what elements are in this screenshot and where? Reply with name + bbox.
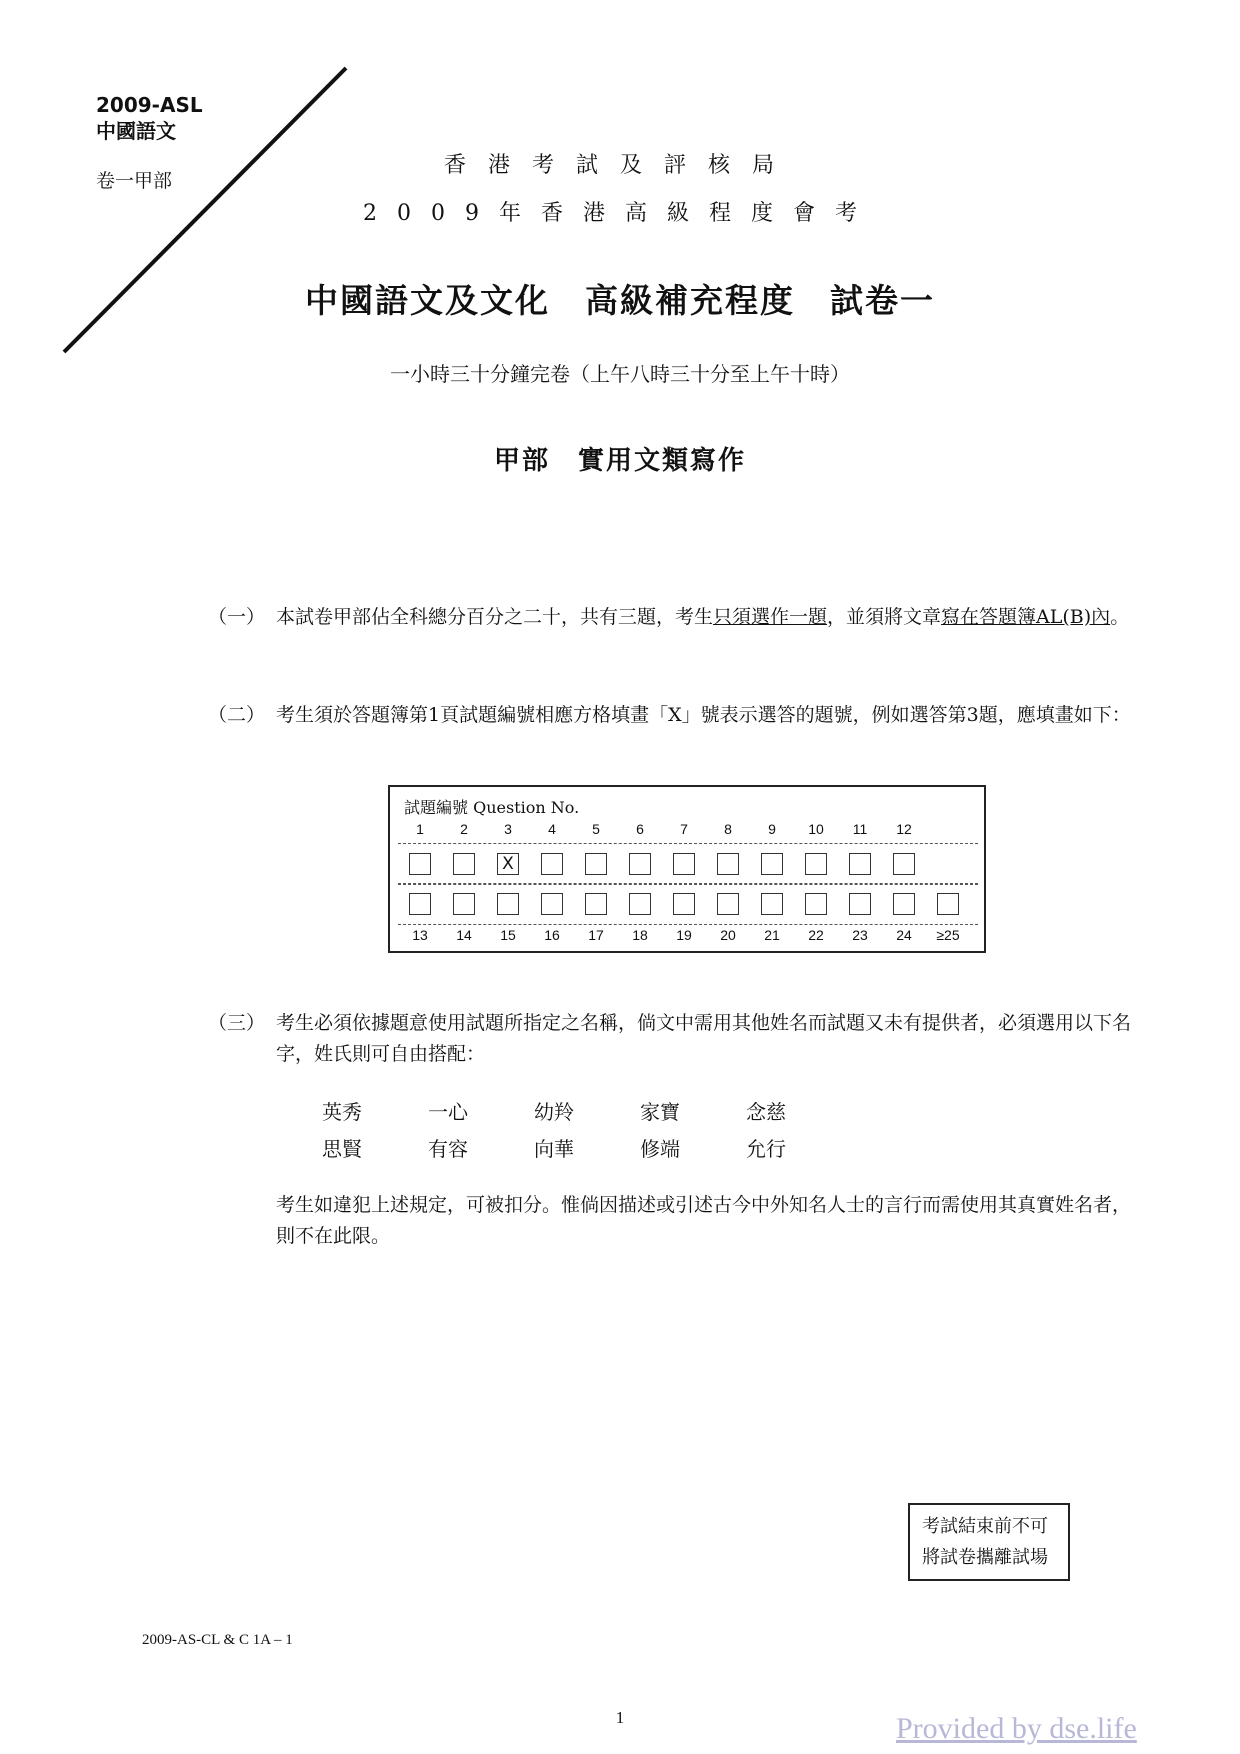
paper-subject: 中國語文 [96,119,176,143]
answer-boxes-top [398,843,978,885]
instruction-text: 。 [1110,606,1130,628]
question-number: 1 [416,821,424,837]
question-number: 16 [544,927,560,943]
notice-line: 考試結束前不可 [922,1516,1048,1537]
name-item: 允行 [746,1137,786,1161]
question-number: 6 [636,821,644,837]
footer-paper-code: 2009-AS-CL & C 1A – 1 [142,1632,293,1648]
answer-square [497,893,519,915]
question-number: 9 [768,821,776,837]
name-item: 思賢 [322,1137,362,1161]
answer-square [541,893,563,915]
answer-square [673,893,695,915]
question-number: 17 [588,927,604,943]
names-list [322,1096,852,1162]
question-number-example-box [388,785,986,953]
instruction-emphasis: 寫在答題簿AL(B)內 [941,606,1111,628]
answer-square [453,853,475,875]
instruction-3 [208,1008,1138,1070]
section-title: 甲部 實用文類寫作 [493,446,746,476]
page-number: 1 [615,1708,625,1727]
question-number: 21 [764,927,780,943]
source-watermark: Provided by dse.life [896,1712,1137,1745]
answer-square [893,853,915,875]
answer-square [717,853,739,875]
answer-square [453,893,475,915]
paper-section-label: 卷一甲部 [96,170,173,192]
exam-duration: 一小時三十分鐘完卷（上午八時三十分至上午十時） [390,362,850,386]
answer-square [629,853,651,875]
instruction-1 [208,602,1138,633]
instruction-text: ，並須將文章 [827,606,942,628]
paper-code: 2009-ASL [96,93,203,117]
paper-title: 中國語文及文化 高級補充程度 試卷一 [305,281,935,320]
answer-square [805,853,827,875]
answer-square [893,893,915,915]
exam-name: 2009年香港高級程度會考 [363,201,877,226]
question-number [926,821,970,837]
question-number: 22 [808,927,824,943]
question-number: 15 [500,927,516,943]
paper-code-block [96,92,203,144]
question-number: ≥25 [936,927,960,943]
name-item: 向華 [534,1137,574,1161]
answer-square [409,893,431,915]
answer-square [937,893,959,915]
answer-square [805,893,827,915]
question-number: 19 [676,927,692,943]
answer-square [761,853,783,875]
notice-line: 將試卷攜離試場 [922,1547,1048,1568]
question-number: 2 [460,821,468,837]
question-number: 18 [632,927,648,943]
name-item: 修端 [640,1137,680,1161]
answer-square-marked: X [497,853,519,875]
question-numbers-top [398,821,970,837]
name-item: 有容 [428,1137,468,1161]
answer-square [673,853,695,875]
answer-boxes-bottom [398,883,978,925]
exam-notice-box [908,1503,1070,1581]
question-number: 5 [592,821,600,837]
instruction-text: 考生須於答題簿第1頁試題編號相應方格填畫「X」號表示選答的題號，例如選答第3題，應填畫如下： [276,704,1131,726]
penalty-note: 考生如違犯上述規定，可被扣分。惟倘因描述或引述古今中外知名人士的言行而需使用其真實姓名者，則不在此限。 [276,1194,1132,1247]
question-numbers-bottom [398,927,970,943]
answer-square [849,893,871,915]
instruction-text: 考生必須依據題意使用試題所指定之名稱，倘文中需用其他姓名而試題又未有提供者，必須選用以下名字，姓氏則可自由搭配： [276,1012,1132,1065]
answer-square [541,853,563,875]
question-number: 4 [548,821,556,837]
diagonal-corner-line [0,0,360,380]
question-number: 7 [680,821,688,837]
answer-square [585,853,607,875]
question-number: 8 [724,821,732,837]
question-number: 12 [896,821,912,837]
answer-square [629,893,651,915]
question-number: 3 [504,821,512,837]
question-number: 14 [456,927,472,943]
instruction-number: （一） [208,606,266,628]
name-item: 幼羚 [534,1100,574,1124]
name-item: 念慈 [746,1100,786,1124]
question-box-label: 試題編號 Question No. [404,798,580,817]
instruction-text: 本試卷甲部佔全科總分百分之二十，共有三題，考生 [276,606,714,628]
question-number: 11 [852,821,868,837]
question-number: 20 [720,927,736,943]
name-item: 一心 [428,1100,468,1124]
answer-square [585,893,607,915]
answer-square [409,853,431,875]
instruction-number: （二） [208,704,266,726]
name-item: 英秀 [322,1100,362,1124]
answer-square [717,893,739,915]
name-item: 家寶 [640,1100,680,1124]
question-number: 23 [852,927,868,943]
instruction-number: （三） [208,1012,266,1034]
answer-square [761,893,783,915]
question-number: 10 [808,821,824,837]
question-number: 13 [412,927,428,943]
answer-square [849,853,871,875]
instruction-2 [208,700,1138,731]
question-number: 24 [896,927,912,943]
exam-authority: 香港考試及評核局 [443,153,796,178]
instruction-emphasis: 只須選作一題 [713,606,828,628]
